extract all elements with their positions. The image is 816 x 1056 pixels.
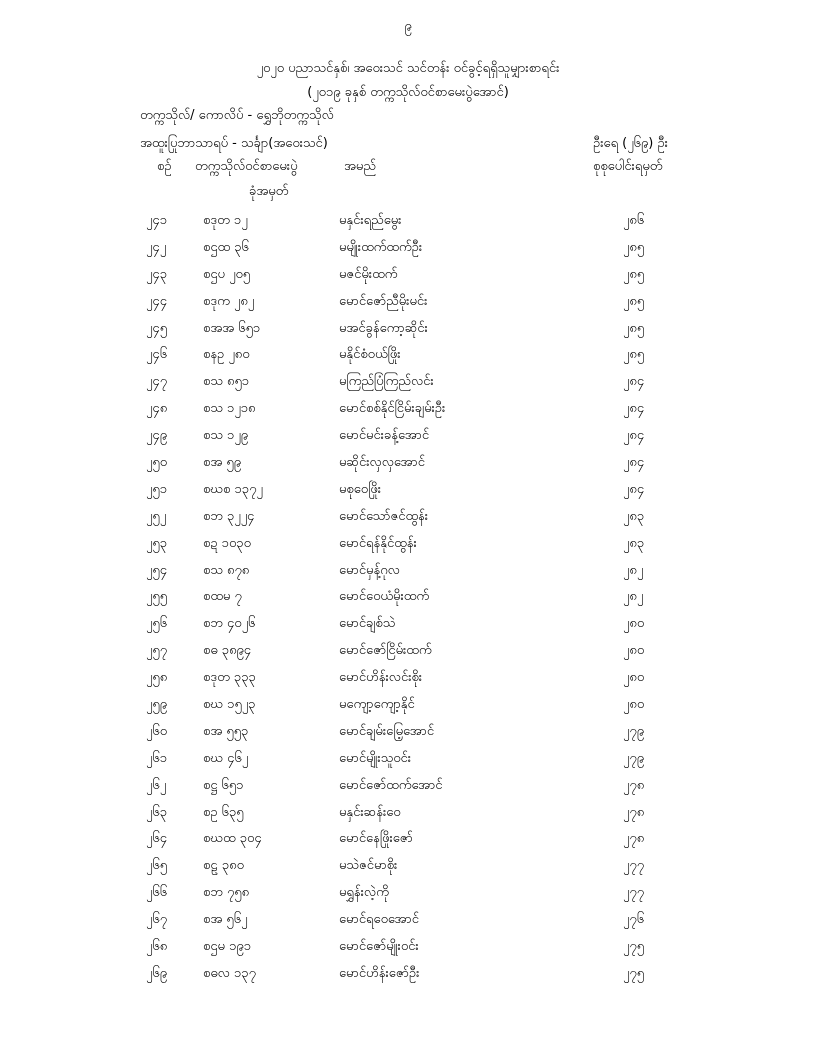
roll-number: စဋ္ဌ ၆၅၁ (203, 777, 244, 793)
row-number: ၂၅၆ (146, 616, 168, 632)
roll-number: စဃစ ၁၃၇၂ (203, 481, 263, 497)
total-marks: ၂၈၃ (623, 508, 645, 524)
row-number: ၂၆၇ (146, 912, 168, 928)
total-marks: ၂၇၈ (623, 804, 645, 820)
table-row (0, 638, 816, 665)
major-line: အထူးပြုဘာသာရပ် - သင်္ချာ(အဝေးသင်) (140, 136, 328, 151)
student-name: မမျိုးထက်ထက်ဦး (339, 239, 423, 255)
row-number: ၂၆၅ (146, 858, 168, 874)
table-row (0, 880, 816, 907)
student-name: မောင်ချမ်းမြေ့အောင် (339, 723, 435, 739)
roll-number: စဘ ၄၀၂၆ (203, 616, 256, 632)
table-row (0, 934, 816, 961)
student-list (0, 208, 816, 988)
student-name: မောင်စစ်နိုင်ငြိမ်းချမ်းဦး (339, 401, 446, 417)
student-name: မသဲဇင်မာစိုး (339, 858, 398, 874)
table-row (0, 316, 816, 343)
document-title: ၂၀၂၀ ပညာသင်နှစ်၊ အဝေးသင် သင်တန်း ဝင်ခွင့်ရရှိသူမျှားစာရင်း (256, 61, 560, 76)
row-number: ၂၅၂ (146, 508, 167, 524)
row-number: ၂၄၃ (146, 266, 168, 282)
table-row (0, 800, 816, 827)
roll-number: စဌထ ၃၆ (203, 239, 249, 255)
total-marks: ၂၈၀ (623, 670, 645, 686)
table-row (0, 289, 816, 316)
roll-number: စဃ ၄၆၂ (203, 750, 249, 766)
student-name: မရွှန်းလဲ့ကို (339, 885, 389, 901)
student-name: မောင်မှန့်ဂုလ (339, 562, 400, 578)
roll-number: စအအ ၆၅၁ (203, 320, 261, 336)
student-name: မောင်ဟိန်းဇော်ဦး (339, 965, 420, 981)
table-row (0, 396, 816, 423)
header-roll-number-line-2: ခုံအမှတ် (249, 184, 289, 199)
student-name: မောင်နေဖြိုးဇော် (339, 831, 413, 847)
table-row (0, 611, 816, 638)
table-row (0, 853, 816, 880)
table-row (0, 423, 816, 450)
total-marks: ၂၈၅ (623, 293, 645, 309)
university-line: တက္ကသိုလ်/ ကောလိပ် - ရွှေဘိုတက္ကသိုလ် (140, 108, 334, 123)
row-number: ၂၅၁ (146, 481, 168, 497)
header-name: အမည် (344, 159, 376, 174)
student-name: မောင်ဝေယံမိုးထက် (339, 589, 430, 605)
total-marks: ၂၈၅ (623, 239, 645, 255)
total-marks: ၂၈၂ (623, 562, 644, 578)
student-name: မောင်မင်းခန့်အောင် (339, 428, 430, 444)
student-name: မအင်ခွန်ကော့ဆိုင်း (339, 320, 428, 336)
roll-number: စဌပ ၂၀၅ (203, 266, 251, 282)
student-name: မောင်ရဝေအောင် (339, 912, 419, 928)
total-marks: ၂၈၄ (623, 374, 645, 390)
student-name: မကြည်ပြံကြည်လင်း (339, 374, 434, 390)
row-number: ၂၅၄ (146, 562, 168, 578)
table-row (0, 342, 816, 369)
row-number: ၂၄၅ (146, 320, 168, 336)
row-number: ၂၄၉ (146, 428, 168, 444)
total-marks: ၂၇၈ (623, 831, 645, 847)
total-marks: ၂၈၅ (623, 347, 645, 363)
table-row (0, 208, 816, 235)
table-row (0, 504, 816, 531)
table-row (0, 746, 816, 773)
total-marks: ၂၈၄ (623, 455, 645, 471)
row-number: ၂၄၁ (146, 213, 168, 228)
student-name: မနိုင်စံဝယ်ဖြိုး (339, 347, 401, 363)
total-marks: ၂၇၅ (623, 939, 645, 955)
total-marks: ၂၇၉ (623, 723, 645, 739)
student-name: မောင်ဇော်ညီမိုးမင်း (339, 293, 428, 309)
total-marks: ၂၇၇ (623, 885, 645, 901)
row-number: ၂၆၂ (146, 777, 167, 793)
header-no: စဉ် (157, 159, 172, 174)
student-name: မောင်ဟိန်းလင်းစိုး (339, 670, 423, 686)
table-row (0, 531, 816, 558)
row-number: ၂၅၅ (146, 589, 168, 605)
roll-number: စဌမ ၁၉၁ (203, 939, 252, 955)
student-name: မနှင်းဆန်းဝေ (339, 804, 401, 820)
roll-number: စသ ၁၂၉ (203, 428, 249, 444)
roll-number: စထမ ၇ (203, 589, 242, 605)
table-row (0, 773, 816, 800)
roll-number: စဃထ ၃၀၄ (203, 831, 262, 847)
roll-number: စသ ၁၂၁၈ (203, 401, 256, 417)
row-number: ၂၆၁ (146, 750, 168, 766)
roll-number: စဒုတ ၃၃၃ (203, 670, 256, 686)
header-total-marks: စုစုပေါင်းရမှတ် (593, 159, 663, 174)
header-roll-number: တက္ကသိုလ်ဝင်စာမေးပွဲ (195, 159, 298, 174)
row-number: ၂၅၀ (146, 455, 168, 471)
table-row (0, 558, 816, 585)
total-marks: ၂၈၅ (623, 266, 645, 282)
count-line: ဦးရေ (၂၆၉) ဦး (593, 136, 668, 151)
total-marks: ၂၈၂ (623, 589, 644, 605)
table-row (0, 665, 816, 692)
student-name: မောင်ချစ်သဲ (339, 616, 396, 632)
roll-number: စဠ ၃၈၀ (203, 858, 244, 874)
roll-number: စဓ ၃၈၉၄ (203, 643, 252, 659)
roll-number: စအ ၅၆၂ (203, 912, 248, 928)
total-marks: ၂၈၄ (623, 481, 645, 497)
row-number: ၂၄၄ (146, 293, 168, 309)
roll-number: စသ ၈၅၁ (203, 374, 250, 390)
row-number: ၂၅၃ (146, 535, 168, 551)
student-name: မနှင်းရည်မွေး (339, 213, 402, 228)
total-marks: ၂၈၃ (623, 535, 645, 551)
student-name: မောင်ဇော်မျိုးဝင်း (339, 939, 419, 955)
table-row (0, 719, 816, 746)
row-number: ၂၆၆ (146, 885, 168, 901)
student-name: မဇင်မိုးထက် (339, 266, 398, 282)
table-row (0, 584, 816, 611)
table-row (0, 907, 816, 934)
row-number: ၂၄၂ (146, 239, 167, 255)
row-number: ၂၄၆ (146, 347, 168, 363)
roll-number: စဒုက ၂၈၂ (203, 293, 255, 309)
table-row (0, 477, 816, 504)
roll-number: စဘ ၇၅၈ (203, 885, 250, 901)
roll-number: စသ ၈၇၈ (203, 562, 250, 578)
total-marks: ၂၇၇ (623, 858, 645, 874)
table-row (0, 450, 816, 477)
total-marks: ၂၈၀ (623, 616, 645, 632)
student-name: မောင်ရန်နိုင်ထွန်း (339, 535, 417, 551)
table-row (0, 961, 816, 988)
student-name: မောင်ဇော်ငြိမ်းထက် (339, 643, 432, 659)
row-number: ၂၅၇ (146, 643, 168, 659)
table-row (0, 235, 816, 262)
total-marks: ၂၈၄ (623, 401, 645, 417)
total-marks: ၂၈၀ (623, 697, 645, 713)
roll-number: စဘ ၃၂၂၄ (203, 508, 255, 524)
total-marks: ၂၇၆ (623, 912, 645, 928)
roll-number: စဓလ ၁၃၇ (203, 965, 256, 981)
row-number: ၂၆၄ (146, 831, 168, 847)
table-row (0, 826, 816, 853)
row-number: ၂၄၈ (146, 401, 168, 417)
roll-number: စအ ၅၅၃ (203, 723, 249, 739)
student-name: မဆိုင်းလှလှအောင် (339, 455, 425, 471)
student-name: မကျော့ကျော့နိုင် (339, 697, 415, 713)
row-number: ၂၆၀ (146, 723, 168, 739)
document-subtitle: (၂၀၁၉ ခုနှစ် တက္ကသိုလ်ဝင်စာမေးပွဲအောင်) (307, 85, 509, 100)
row-number: ၂၅၉ (146, 697, 168, 713)
roll-number: စနဥ ၂၈၀ (203, 347, 250, 363)
student-name: မောင်မျိုးသူဝင်း (339, 750, 412, 766)
row-number: ၂၆၃ (146, 804, 168, 820)
total-marks: ၂၈၆ (623, 213, 645, 228)
total-marks: ၂၇၅ (623, 965, 645, 981)
roll-number: စဒုတ ၁၂ (203, 213, 248, 228)
roll-number: စအ ၅၉ (203, 455, 242, 471)
total-marks: ၂၈၅ (623, 320, 645, 336)
total-marks: ၂၈၄ (623, 428, 645, 444)
total-marks: ၂၇၉ (623, 750, 645, 766)
row-number: ၂၆၈ (146, 939, 168, 955)
table-row (0, 369, 816, 396)
row-number: ၂၄၇ (146, 374, 168, 390)
student-name: မစုဝေဖြိုး (339, 481, 382, 497)
student-name: မောင်သော်ဇင်ထွန်း (339, 508, 429, 524)
row-number: ၂၆၉ (146, 965, 168, 981)
table-row (0, 262, 816, 289)
table-row (0, 692, 816, 719)
total-marks: ၂၇၈ (623, 777, 645, 793)
roll-number: စဃ ၁၅၂၃ (203, 697, 256, 713)
roll-number: စဍ ၁၀၃၀ (203, 535, 251, 551)
student-name: မောင်ဇော်ထက်အောင် (339, 777, 443, 793)
page-number: ၉ (404, 19, 412, 34)
row-number: ၂၅၈ (146, 670, 168, 686)
roll-number: စဥ ၆၃၅ (203, 804, 244, 820)
total-marks: ၂၈၀ (623, 643, 645, 659)
